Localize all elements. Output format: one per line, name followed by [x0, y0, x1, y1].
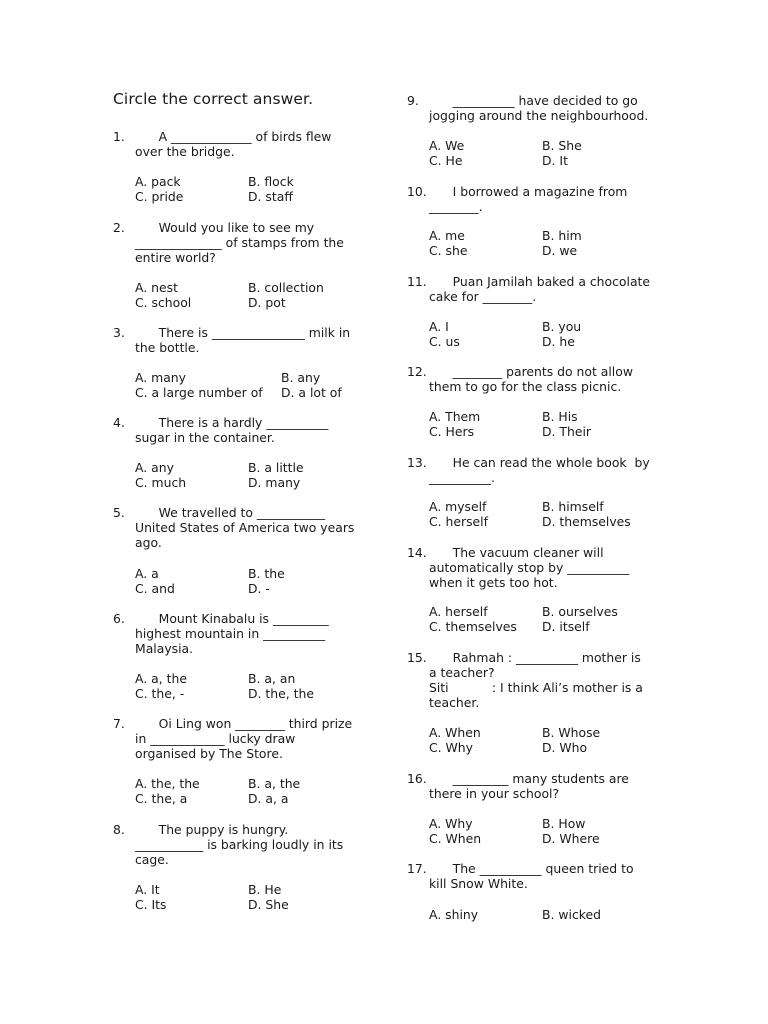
question-text-line: United States of America two years [135, 520, 355, 535]
question-number: 4. [113, 415, 125, 430]
question-text-line: ________. [429, 199, 483, 214]
answer-option[interactable]: D. itself [542, 619, 590, 634]
question-number: 11. [407, 274, 427, 289]
answer-option[interactable]: D. many [248, 475, 301, 490]
answer-option[interactable]: B. Whose [542, 725, 601, 740]
answer-option[interactable]: C. school [135, 295, 192, 310]
question-text [135, 716, 352, 761]
question-text [135, 415, 328, 445]
question-text-line: Siti : I think Ali’s mother is a [429, 680, 643, 695]
answer-option[interactable]: B. His [542, 409, 578, 424]
question-text [429, 184, 627, 214]
answer-option[interactable]: A. the, the [135, 776, 200, 791]
answer-option[interactable]: A. nest [135, 280, 178, 295]
question-text-line: cage. [135, 852, 169, 867]
question-text-line: We travelled to ___________ [135, 505, 326, 520]
question-text-line: Would you like to see my [135, 220, 315, 235]
answer-option[interactable]: A. Them [429, 409, 481, 424]
answer-option[interactable]: A. herself [429, 604, 488, 619]
question-number: 8. [113, 822, 125, 837]
question-text [429, 771, 629, 801]
question-number: 2. [113, 220, 125, 235]
question-text-line: Malaysia. [135, 641, 194, 656]
answer-option[interactable]: B. him [542, 228, 582, 243]
answer-option[interactable]: C. pride [135, 189, 184, 204]
answer-option[interactable]: A. myself [429, 499, 487, 514]
answer-option[interactable]: C. the, - [135, 686, 185, 701]
answer-option[interactable]: A. many [135, 370, 186, 385]
answer-option[interactable]: C. Its [135, 897, 167, 912]
question-number: 12. [407, 364, 427, 379]
question-text-line: Oi Ling won ________ third prize [135, 716, 353, 731]
question-text-line: a teacher? [429, 665, 495, 680]
answer-option[interactable]: B. you [542, 319, 582, 334]
answer-option[interactable]: B. He [248, 882, 282, 897]
answer-option[interactable]: D. Who [542, 740, 588, 755]
answer-option[interactable]: B. a, the [248, 776, 301, 791]
question-number: 13. [407, 455, 427, 470]
question-number: 9. [407, 93, 419, 108]
answer-option[interactable]: D. Their [542, 424, 591, 439]
answer-option[interactable]: D. - [248, 581, 270, 596]
answer-option[interactable]: C. the, a [135, 791, 188, 806]
answer-option[interactable]: D. he [542, 334, 575, 349]
question-text [429, 545, 629, 590]
question-text-line: There is _______________ milk in [135, 325, 351, 340]
question-text-line: The __________ queen tried to [429, 861, 634, 876]
question-text [429, 650, 643, 710]
question-text-line: entire world? [135, 250, 216, 265]
question-text-line: when it gets too hot. [429, 575, 558, 590]
answer-option[interactable]: B. the [248, 566, 285, 581]
answer-option[interactable]: C. Why [429, 740, 473, 755]
question-text-line: There is a hardly __________ [135, 415, 329, 430]
answer-option[interactable]: A. We [429, 138, 465, 153]
question-text-line: Rahmah : __________ mother is [429, 650, 641, 665]
answer-option[interactable]: C. much [135, 475, 187, 490]
answer-option[interactable]: D. themselves [542, 514, 631, 529]
answer-option[interactable]: C. a large number of [135, 385, 263, 400]
answer-option[interactable]: D. the, the [248, 686, 314, 701]
answer-option[interactable]: B. any [281, 370, 321, 385]
answer-option[interactable]: B. flock [248, 174, 294, 189]
answer-option[interactable]: D. we [542, 243, 578, 258]
answer-option[interactable]: A. When [429, 725, 481, 740]
page-title: Circle the correct answer. [113, 90, 314, 108]
answer-option[interactable]: D. a, a [248, 791, 289, 806]
question-text [135, 505, 354, 550]
answer-option[interactable]: C. herself [429, 514, 488, 529]
answer-option[interactable]: D. staff [248, 189, 293, 204]
question-number: 5. [113, 505, 125, 520]
question-text-line: organised by The Store. [135, 746, 283, 761]
question-number: 14. [407, 545, 427, 560]
answer-option[interactable]: A. It [135, 882, 160, 897]
answer-option[interactable]: C. and [135, 581, 175, 596]
answer-option[interactable]: A. Why [429, 816, 473, 831]
question-number: 15. [407, 650, 427, 665]
answer-option[interactable]: A. a, the [135, 671, 187, 686]
question-text-line: ________ parents do not allow [429, 364, 633, 379]
answer-option[interactable]: A. shiny [429, 907, 479, 922]
question-number: 7. [113, 716, 125, 731]
question-text-line: highest mountain in __________ [135, 626, 326, 641]
question-text-line: The vacuum cleaner will [429, 545, 604, 560]
answer-option[interactable]: C. themselves [429, 619, 517, 634]
question-text-line: A _____________ of birds flew [135, 129, 332, 144]
question-number: 17. [407, 861, 427, 876]
question-number: 16. [407, 771, 427, 786]
answer-option[interactable]: C. us [429, 334, 460, 349]
question-number: 1. [113, 129, 125, 144]
answer-option[interactable]: A. pack [135, 174, 181, 189]
question-text-line: __________ have decided to go [429, 93, 638, 108]
question-text-line: ___________ is barking loudly in its [135, 837, 344, 852]
answer-option[interactable]: B. How [542, 816, 586, 831]
question-text-line: He can read the whole book by [429, 455, 650, 470]
question-number: 6. [113, 611, 125, 626]
question-text [135, 325, 350, 355]
question-text-line: ago. [135, 535, 162, 550]
question-text-line: _________ many students are [429, 771, 629, 786]
answer-option[interactable]: B. a, an [248, 671, 296, 686]
answer-option[interactable]: B. collection [248, 280, 324, 295]
question-text-line: in ____________ lucky draw [135, 731, 296, 746]
question-text-line: sugar in the container. [135, 430, 275, 445]
answer-option[interactable]: A. I [429, 319, 449, 334]
question-text [135, 129, 331, 159]
question-text [429, 364, 633, 394]
answer-option[interactable]: C. Hers [429, 424, 475, 439]
question-text [135, 822, 343, 867]
answer-option[interactable]: A. me [429, 228, 465, 243]
answer-option[interactable]: D. She [248, 897, 289, 912]
question-text [429, 455, 650, 485]
question-text-line: the bottle. [135, 340, 200, 355]
question-text [429, 861, 634, 891]
answer-option[interactable]: D. a lot of [281, 385, 342, 400]
answer-option[interactable]: A. any [135, 460, 174, 475]
answer-option[interactable]: C. she [429, 243, 468, 258]
answer-option[interactable]: B. She [542, 138, 582, 153]
question-text-line: jogging around the neighbourhood. [429, 108, 649, 123]
question-text-line: I borrowed a magazine from [429, 184, 628, 199]
question-text-line: The puppy is hungry. [135, 822, 289, 837]
question-text [429, 93, 648, 123]
answer-option[interactable]: D. pot [248, 295, 286, 310]
question-text-line: kill Snow White. [429, 876, 528, 891]
question-number: 3. [113, 325, 125, 340]
question-number: 10. [407, 184, 427, 199]
answer-option[interactable]: D. It [542, 153, 568, 168]
question-text-line: Mount Kinabalu is _________ [135, 611, 329, 626]
question-text [135, 220, 344, 265]
answer-option[interactable]: B. wicked [542, 907, 601, 922]
question-text [135, 611, 329, 656]
answer-option[interactable]: D. Where [542, 831, 600, 846]
answer-option[interactable]: A. a [135, 566, 159, 581]
question-text-line: teacher. [429, 695, 480, 710]
question-text-line: cake for ________. [429, 289, 537, 304]
answer-option[interactable]: C. When [429, 831, 482, 846]
answer-option[interactable]: B. a little [248, 460, 304, 475]
question-text-line: Puan Jamilah baked a chocolate [429, 274, 651, 289]
question-text-line: over the bridge. [135, 144, 235, 159]
question-text-line: automatically stop by __________ [429, 560, 630, 575]
question-text-line: there in your school? [429, 786, 560, 801]
question-text-line: __________. [429, 470, 495, 485]
answer-option[interactable]: B. himself [542, 499, 604, 514]
question-text-line: ______________ of stamps from the [135, 235, 344, 250]
question-text [429, 274, 650, 304]
question-text-line: them to go for the class picnic. [429, 379, 622, 394]
answer-option[interactable]: C. He [429, 153, 463, 168]
answer-option[interactable]: B. ourselves [542, 604, 618, 619]
